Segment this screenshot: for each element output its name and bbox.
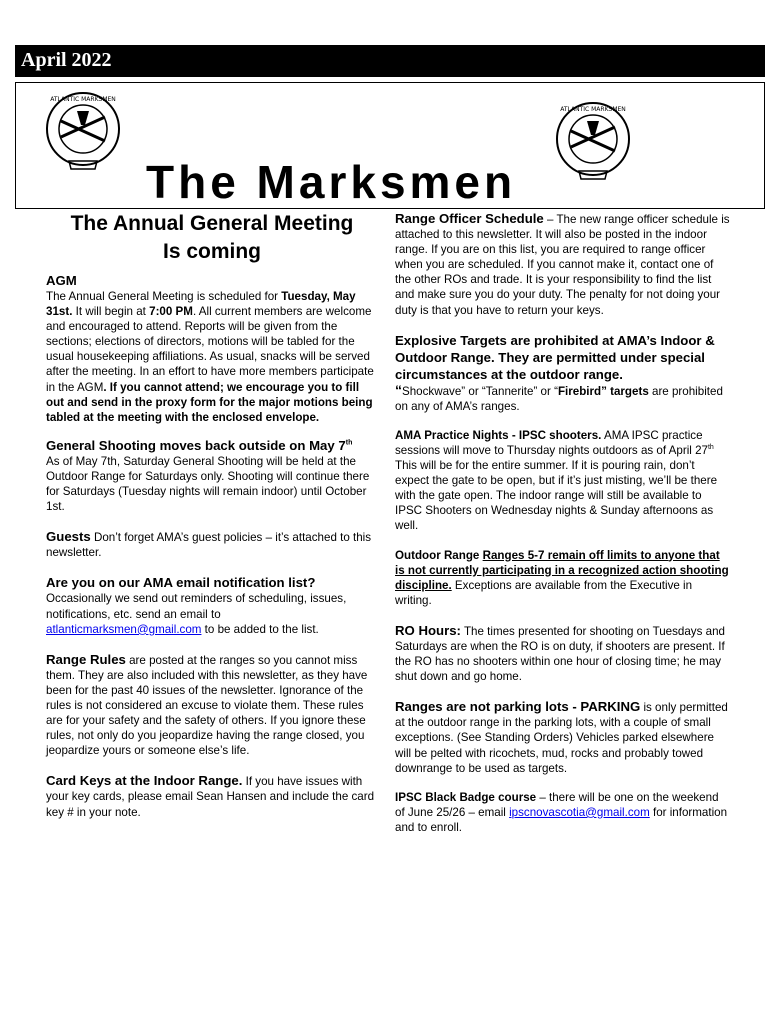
ipsc-email-link[interactable]: ipscnovascotia@gmail.com	[509, 805, 650, 819]
black-badge-section: IPSC Black Badge course – there will be one on the weekend of June 25/26 – email ipscnovascotia@gmail.com for information and to enroll.	[395, 790, 728, 834]
outdoor-range-heading: Outdoor Range	[395, 548, 480, 562]
agm-heading: AGM	[46, 273, 77, 288]
black-badge-heading: IPSC Black Badge course	[395, 790, 537, 804]
email-list-heading: Are you on our AMA email notification list?	[46, 575, 316, 591]
range-rules-section	[46, 651, 378, 759]
email-list-body: Occasionally we send out reminders of scheduling, issues, notifications, etc. send an email to atlanticmarksmen@gmail.com to be added to the list.	[46, 592, 347, 636]
general-shooting-heading: General Shooting moves back outside on May 7th	[46, 437, 353, 453]
email-link[interactable]: atlanticmarksmen@gmail.com	[46, 622, 202, 636]
ro-hours-heading: RO Hours:	[395, 622, 461, 638]
parking-body: is only permitted at the outdoor range in the parking lots, with a couple of small exceptions. (See Standing Orders) Vehicles parked elsewhere will be pelted with ricochets, mud, rocks and probably towed downrange to be used as targets.	[395, 701, 728, 775]
association-seal-icon	[551, 99, 635, 183]
explosive-heading: Explosive Targets are prohibited at AMA’s Indoor & Outdoor Range. They are permitted under special circumstances at the outdoor range.	[395, 332, 715, 382]
practice-nights-section: AMA Practice Nights - IPSC shooters. AMA IPSC practice sessions will move to Thursday nights outdoors as of April 27th This will be for the entire summer. If it is pouring rain, don’t expect the gate to be open, but if it’s just misting, we’ll be there with the gate open. The indoor range will still be available to IPSC Shooters on Wednesday nights & Sunday afternoons as well.	[395, 428, 718, 533]
agm-headline: The Annual General Meeting Is coming	[70, 212, 354, 263]
left-column	[46, 210, 378, 820]
range-officer-heading: Range Officer Schedule	[395, 211, 544, 226]
parking-heading: Ranges are not parking lots - PARKING	[395, 699, 641, 715]
agm-section	[46, 272, 378, 425]
outdoor-range-notice: Ranges 5-7 remain off limits to anyone that is not currently participating in a recognized action shooting discipline.	[395, 548, 729, 592]
agm-body: The Annual General Meeting is scheduled for Tuesday, May 31st. It will begin at 7:00 PM. All current members are welcome and encouraged to attend. Reports will be given from the sections; elections of directors, motions will be tabled for the usual housekeeping affiliations. As usual, snacks will be served after the meeting. In an effort to have more members participate in the AGM. If you cannot attend; we encourage you to fill out and send in the proxy form for the major motions being tabled at the meeting with the enclosed envelope.	[46, 290, 374, 424]
practice-nights-heading: AMA Practice Nights - IPSC shooters.	[395, 428, 602, 442]
ro-hours-body: The times presented for shooting on Tuesdays and Saturdays are when the RO is on duty, if shooters are present. If the RO has no shooters within one hour of closing time; he may shut down and go home.	[395, 624, 725, 684]
issue-date: April 2022	[21, 49, 112, 71]
email-list-section	[46, 574, 378, 636]
explosive-body: “Shockwave” or “Tannerite” or “Firebird” targets are prohibited on any of AMA’s ranges.	[395, 381, 723, 413]
range-officer-body: – The new range officer schedule is attached to this newsletter. It will also be posted in the indoor range. If you are on this list, you are required to range officer when you are scheduled. If you cannot make it, contact one of the other ROs and trade. It is your responsibility to find the list and make sure you do your duty. The penalty for not doing your duty is that you have to return your keys.	[395, 213, 730, 317]
card-keys-body: If you have issues with your key cards, please email Sean Hansen and include the card key # in your note.	[46, 775, 375, 819]
range-rules-body: are posted at the ranges so you cannot miss them. They are also included with this newsletter, as they have been for the past 40 issues of the newsletter. Ignorance of the rules is not considered an excuse to violate them. These rules are for your safety and the safety of others. If you ignore these rules, not only do you jeopardize having the range closed, you jeopardize yours or someone else’s life.	[46, 653, 368, 758]
range-officer-section	[395, 210, 730, 318]
newsletter-title: The Marksmen	[146, 156, 517, 208]
general-shooting-body: As of May 7th, Saturday General Shooting will be held at the Outdoor Range for Saturdays only. Shooting will continue there for Saturdays (Tuesday nights will remain indoor) until October 1st.	[46, 454, 370, 514]
svg-text:ATLANTIC MARKSMEN: ATLANTIC MARKSMEN	[560, 106, 626, 113]
masthead	[15, 82, 765, 209]
general-shooting-section	[46, 437, 378, 514]
association-seal-icon	[41, 89, 125, 173]
card-keys-section	[46, 772, 378, 819]
svg-text:ATLANTIC MARKSMEN: ATLANTIC MARKSMEN	[50, 96, 116, 103]
guests-heading: Guests	[46, 529, 91, 545]
right-column	[395, 210, 730, 835]
outdoor-range-section: Outdoor Range Ranges 5-7 remain off limits to anyone that is not currently participating in a recognized action shooting discipline. Exceptions are available from the Executive in writing.	[395, 548, 729, 607]
card-keys-heading: Card Keys at the Indoor Range.	[46, 773, 243, 789]
explosive-section	[395, 332, 730, 414]
guests-body: Don’t forget AMA’s guest policies – it’s attached to this newsletter.	[46, 531, 372, 560]
date-banner	[15, 45, 765, 77]
parking-section	[395, 698, 730, 775]
ro-hours-section	[395, 622, 730, 684]
range-rules-heading: Range Rules	[46, 651, 126, 667]
guests-section	[46, 528, 378, 560]
